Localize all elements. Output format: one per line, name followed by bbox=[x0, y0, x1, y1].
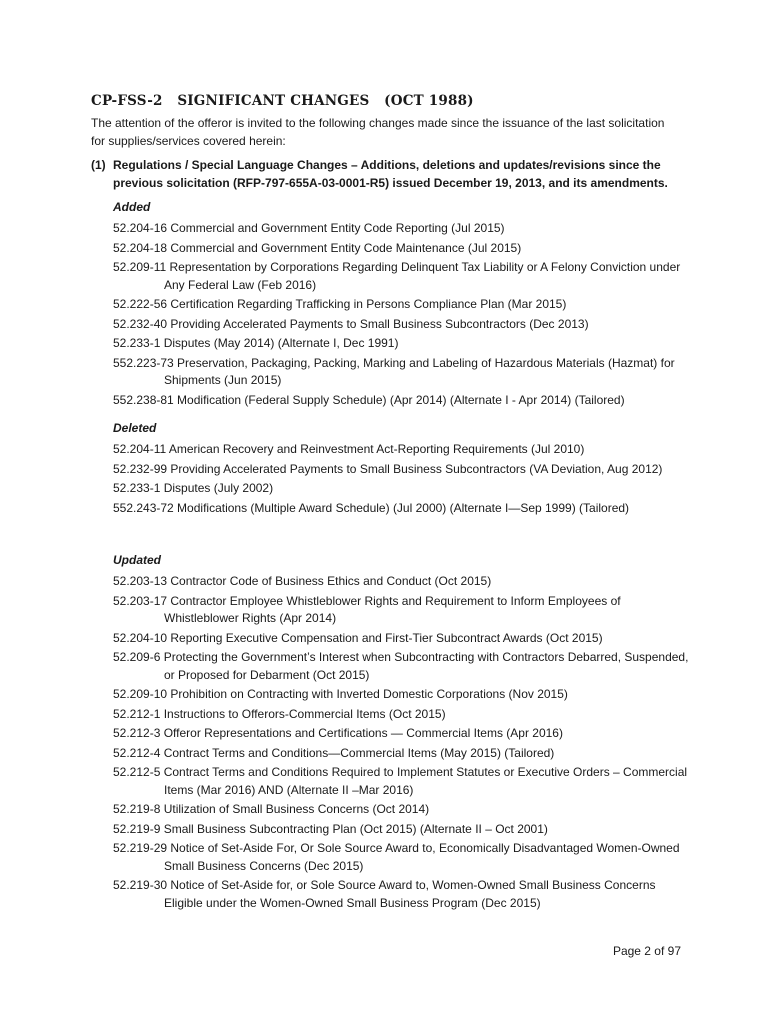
added-item: 552.223-73 Preservation, Packaging, Packing, Marking and Labeling of Hazardous Materials (Hazmat) for Shipments (Jun 2015) bbox=[113, 355, 675, 387]
intro-paragraph: The attention of the offeror is invited to the following changes made since the issuance of the last solicitation for supplies/services covered herein: bbox=[91, 116, 665, 148]
updated-item: 52.219-8 Utilization of Small Business Concerns (Oct 2014) bbox=[113, 802, 430, 816]
updated-item: 52.212-1 Instructions to Offerors-Commercial Items (Oct 2015) bbox=[113, 706, 446, 721]
updated-item: 52.219-9 Small Business Subcontracting Plan (Oct 2015) (Alternate II – Oct 2001) bbox=[113, 821, 548, 836]
deleted-item: 552.243-72 Modifications (Multiple Award Schedule) (Jul 2000) (Alternate I—Sep 1999) (Tailored) bbox=[113, 500, 630, 515]
page-title: CP-FSS-2 SIGNIFICANT CHANGES (OCT 1988) bbox=[91, 93, 474, 109]
added-item: 52.222-56 Certification Regarding Trafficking in Persons Compliance Plan (Mar 2015) bbox=[113, 297, 567, 311]
regulation-changes-item bbox=[91, 156, 691, 192]
added-item: 52.233-1 Disputes (May 2014) (Alternate I, Dec 1991) bbox=[113, 336, 399, 350]
updated-item: 52.204-10 Reporting Executive Compensation and First-Tier Subcontract Awards (Oct 2015) bbox=[113, 630, 603, 645]
added-item: 52.209-11 Representation by Corporations Regarding Delinquent Tax Liability or A Felony Conviction under Any Federal Law (Feb 2016) bbox=[113, 260, 681, 292]
added-list bbox=[113, 220, 693, 411]
updated-item: 52.203-13 Contractor Code of Business Ethics and Conduct (Oct 2015) bbox=[113, 574, 492, 588]
added-heading: Added bbox=[113, 200, 151, 214]
deleted-list bbox=[113, 441, 693, 519]
item-text: Regulations / Special Language Changes – Additions, deletions and updates/revisions since the previous solicitation (RFP-797-655A-03-0001-R5) issued December 19, 2013, and its amendments. bbox=[113, 158, 668, 190]
added-item: 52.204-16 Commercial and Government Entity Code Reporting (Jul 2015) bbox=[113, 221, 505, 235]
added-item: 52.204-18 Commercial and Government Entity Code Maintenance (Jul 2015) bbox=[113, 240, 522, 255]
deleted-item: 52.204-11 American Recovery and Reinvestment Act-Reporting Requirements (Jul 2010) bbox=[113, 442, 585, 456]
item-number: (1) bbox=[91, 158, 106, 172]
updated-item: 52.212-4 Contract Terms and Conditions—Commercial Items (May 2015) (Tailored) bbox=[113, 745, 555, 760]
deleted-item: 52.232-99 Providing Accelerated Payments to Small Business Subcontractors (VA Deviation, Aug 2012) bbox=[113, 461, 663, 476]
updated-item: 52.212-3 Offeror Representations and Certifications — Commercial Items (Apr 2016) bbox=[113, 726, 563, 740]
updated-item: 52.209-10 Prohibition on Contracting with Inverted Domestic Corporations (Nov 2015) bbox=[113, 687, 568, 701]
deleted-heading: Deleted bbox=[113, 421, 157, 435]
page-number: Page 2 of 97 bbox=[612, 944, 681, 958]
updated-item: 52.203-17 Contractor Employee Whistleblower Rights and Requirement to Inform Employees of Whistleblower Rights (Apr 2014) bbox=[113, 593, 621, 625]
added-item: 552.238-81 Modification (Federal Supply Schedule) (Apr 2014) (Alternate I - Apr 2014) (Tailored) bbox=[113, 392, 625, 407]
updated-item: 52.219-29 Notice of Set-Aside For, Or Sole Source Award to, Economically Disadvantaged Women-Owned Small Business Concerns (Dec 2015) bbox=[113, 841, 680, 873]
updated-item: 52.219-30 Notice of Set-Aside for, or Sole Source Award to, Women-Owned Small Business Concerns Eligible under the Women-Owned Small Business Program (Dec 2015) bbox=[113, 878, 656, 910]
updated-list bbox=[113, 573, 693, 914]
updated-item: 52.212-5 Contract Terms and Conditions Required to Implement Statutes or Executive Orders – Commercial Items (Mar 2016) AND (Alternate II –Mar 2016) bbox=[113, 765, 688, 797]
updated-heading: Updated bbox=[113, 553, 161, 567]
updated-item: 52.209-6 Protecting the Government’s Interest when Subcontracting with Contractors Debarred, Suspended, or Proposed for Debarment (Oct 2015) bbox=[113, 650, 689, 682]
deleted-item: 52.233-1 Disputes (July 2002) bbox=[113, 481, 274, 495]
added-item: 52.232-40 Providing Accelerated Payments to Small Business Subcontractors (Dec 2013) bbox=[113, 316, 589, 331]
